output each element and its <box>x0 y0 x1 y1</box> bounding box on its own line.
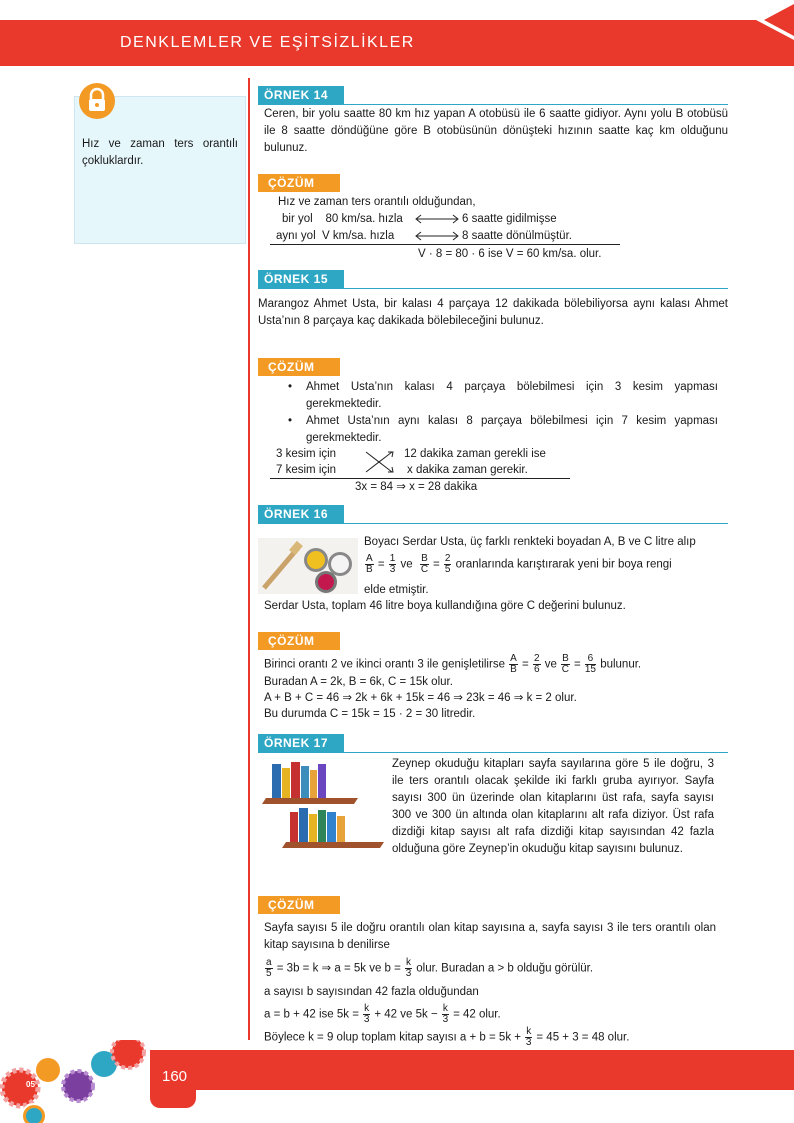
solution-14-row2-left: aynı yol V km/sa. hızla <box>276 230 395 242</box>
solution-16-line4: Bu durumda C = 15k = 15 · 2 = 30 litredir. <box>264 708 476 720</box>
paint-cans-image <box>258 538 358 594</box>
chapter-badge: 05 <box>26 1080 35 1089</box>
solution-14-result: V · 8 = 80 · 6 ise V = 60 km/sa. olur. <box>418 248 602 260</box>
fraction-6-over-15: $\frac{6}{15}$ <box>584 653 596 675</box>
example-16-underline <box>258 523 728 524</box>
solution-15-row2-left: 7 kesim için <box>276 464 337 476</box>
fraction-a-over-b: $\frac{A}{B}$ <box>510 653 517 675</box>
solution-16-tag: ÇÖZÜM <box>258 632 340 650</box>
fraction-b-over-c: $\frac{B}{C}$ <box>561 653 570 675</box>
solution-15-tag: ÇÖZÜM <box>258 358 340 376</box>
example-17-question: Zeynep okuduğu kitapları sayfa sayılarına göre 5 ile doğru, 3 ile ters orantılı olacak şekilde iki farklı gruba ayırıyor. Sayfa sayısı 300 ün üzerinde olan kitaplarını üst rafa, sayfa sayısı 300 ve 300 ün altında olan kitaplarını alt rafa diziyor. Üst rafa dizdiği kitap sayısı alt rafa dizdiği kitap sayısından 42 fazla olduğuna göre Zeynep’in okuduğu kitap sayısını bulunuz. <box>392 758 714 855</box>
solution-16-line2: Buradan A = 2k, B = 6k, C = 15k olur. <box>264 676 453 688</box>
fraction-2-over-6: $\frac{2}{6}$ <box>533 653 540 675</box>
gears-decoration-icon <box>0 1040 150 1123</box>
solution-14-row2-right: 8 saatte dönülmüştür. <box>462 230 572 242</box>
solution-17-line5: Böylece k = 9 olup toplam kitap sayısı a + b = 5k + $\frac{k}{3}$ = 45 + 3 = 48 olur. <box>264 1026 630 1048</box>
solution-17-tag: ÇÖZÜM <box>258 896 340 914</box>
corner-fold-decoration <box>756 0 794 40</box>
example-15-question: Marangoz Ahmet Usta, bir kalası 4 parçaya 12 dakikada bölebiliyorsa aynı kalası Ahmet Usta’nın 8 parçaya kaç dakikada bölebileceğini bulunuz. <box>258 298 728 327</box>
example-14-tag: ÖRNEK 14 <box>258 86 344 104</box>
solution-14-row1-left: bir yol 80 km/sa. hızla <box>282 213 403 225</box>
solution-17-line1: Sayfa sayısı 5 ile doğru orantılı olan kitap sayısına a, sayfa sayısı 3 ile ters orantılı olan kitap sayısına b denilirse <box>264 922 716 951</box>
double-arrow-icon <box>414 231 460 241</box>
solution-14-row1-right: 6 saatte gidilmişse <box>462 213 557 225</box>
solution-17-line4: a = b + 42 ise 5k = $\frac{k}{3}$ + 42 ve 5k − $\frac{k}{3}$ = 42 olur. <box>264 1003 501 1025</box>
fraction-k-over-3: $\frac{k}{3}$ <box>363 1003 370 1025</box>
fraction-b-over-c: $\frac{B}{C}$ <box>420 553 429 575</box>
example-16-line1: Boyacı Serdar Usta, üç farklı renkteki boyadan A, B ve C litre alıp <box>364 536 696 548</box>
solution-15-bullet-1: Ahmet Usta’nın kalası 4 parçaya bölebilmesi için 3 kesim yapması gerekmektedir. <box>306 381 718 410</box>
example-16-line4: Serdar Usta, toplam 46 litre boya kullandığına göre C değerini bulunuz. <box>264 600 626 612</box>
fraction-k-over-3: $\frac{k}{3}$ <box>442 1003 449 1025</box>
bookshelf-image <box>262 760 386 856</box>
fraction-a-over-b: $\frac{A}{B}$ <box>366 553 373 575</box>
example-16-ratio-line: $\frac{A}{B}$ = $\frac{1}{3}$ ve $\frac{B}{C}$ = $\frac{2}{5}$ oranlarında karıştırarak yeni bir boya rengi <box>366 553 672 575</box>
info-note-text: Hız ve zaman ters orantılı çokluklardır. <box>82 138 238 167</box>
bullet-1-marker: • <box>288 381 293 393</box>
example-15-tag: ÖRNEK 15 <box>258 270 344 288</box>
example-14-underline <box>258 104 728 105</box>
lock-icon <box>78 82 116 120</box>
solution-17-line3: a sayısı b sayısından 42 fazla olduğundan <box>264 986 479 998</box>
example-16-line3: elde etmiştir. <box>364 584 429 596</box>
example-15-underline <box>258 288 728 289</box>
fraction-k-over-3: $\frac{k}{3}$ <box>405 957 412 979</box>
cross-arrows-icon <box>362 450 396 474</box>
solution-17-line2: $\frac{a}{5}$ = 3b = k ⇒ a = 5k ve b = $\frac{k}{3}$ olur. Buradan a > b olduğu görülür. <box>266 957 594 979</box>
solution-16-line1: Birinci orantı 2 ve ikinci orantı 3 ile genişletilirse $\frac{A}{B}$ = $\frac{2}{6}$ ve $\frac{B}{C}$ = $\frac{6}{15}$ bulunur. <box>264 653 642 675</box>
solution-15-row2-right: x dakika zaman gerekir. <box>407 464 528 476</box>
solution-15-row1-left: 3 kesim için <box>276 448 337 460</box>
solution-14-intro: Hız ve zaman ters orantılı olduğundan, <box>278 196 476 208</box>
fraction-k-over-3: $\frac{k}{3}$ <box>525 1026 532 1048</box>
example-14-question: Ceren, bir yolu saatte 80 km hız yapan A otobüsü ile 6 saatte gidiyor. Aynı yolu B otobüsü ile 8 saatte döndüğüne göre B otobüsünün dönüşteki hızının saatte kaç km olduğunu bulunuz. <box>264 108 728 154</box>
solution-14-rule <box>270 244 620 245</box>
fraction-1-over-3: $\frac{1}{3}$ <box>389 553 396 575</box>
solution-15-result: 3x = 84 ⇒ x = 28 dakika <box>355 481 478 493</box>
solution-14-tag: ÇÖZÜM <box>258 174 340 192</box>
example-17-tag: ÖRNEK 17 <box>258 734 344 752</box>
double-arrow-icon <box>414 214 460 224</box>
example-16-tag: ÖRNEK 16 <box>258 505 344 523</box>
example-17-underline <box>258 752 728 753</box>
solution-15-row1-right: 12 dakika zaman gerekli ise <box>404 448 546 460</box>
chapter-title: DENKLEMLER VE EŞİTSİZLİKLER <box>120 34 415 51</box>
page-number: 160 <box>162 1068 188 1085</box>
column-divider <box>248 78 250 1040</box>
bullet-2-marker: • <box>288 415 293 427</box>
fraction-2-over-5: $\frac{2}{5}$ <box>444 553 451 575</box>
solution-15-bullet-2: Ahmet Usta’nın aynı kalası 8 parçaya bölebilmesi için 7 kesim yapması gerekmektedir. <box>306 415 718 444</box>
fraction-a-over-5: $\frac{a}{5}$ <box>266 957 272 979</box>
solution-16-line3: A + B + C = 46 ⇒ 2k + 6k + 15k = 46 ⇒ 23k = 46 ⇒ k = 2 olur. <box>264 692 577 704</box>
footer-bar <box>150 1050 794 1090</box>
